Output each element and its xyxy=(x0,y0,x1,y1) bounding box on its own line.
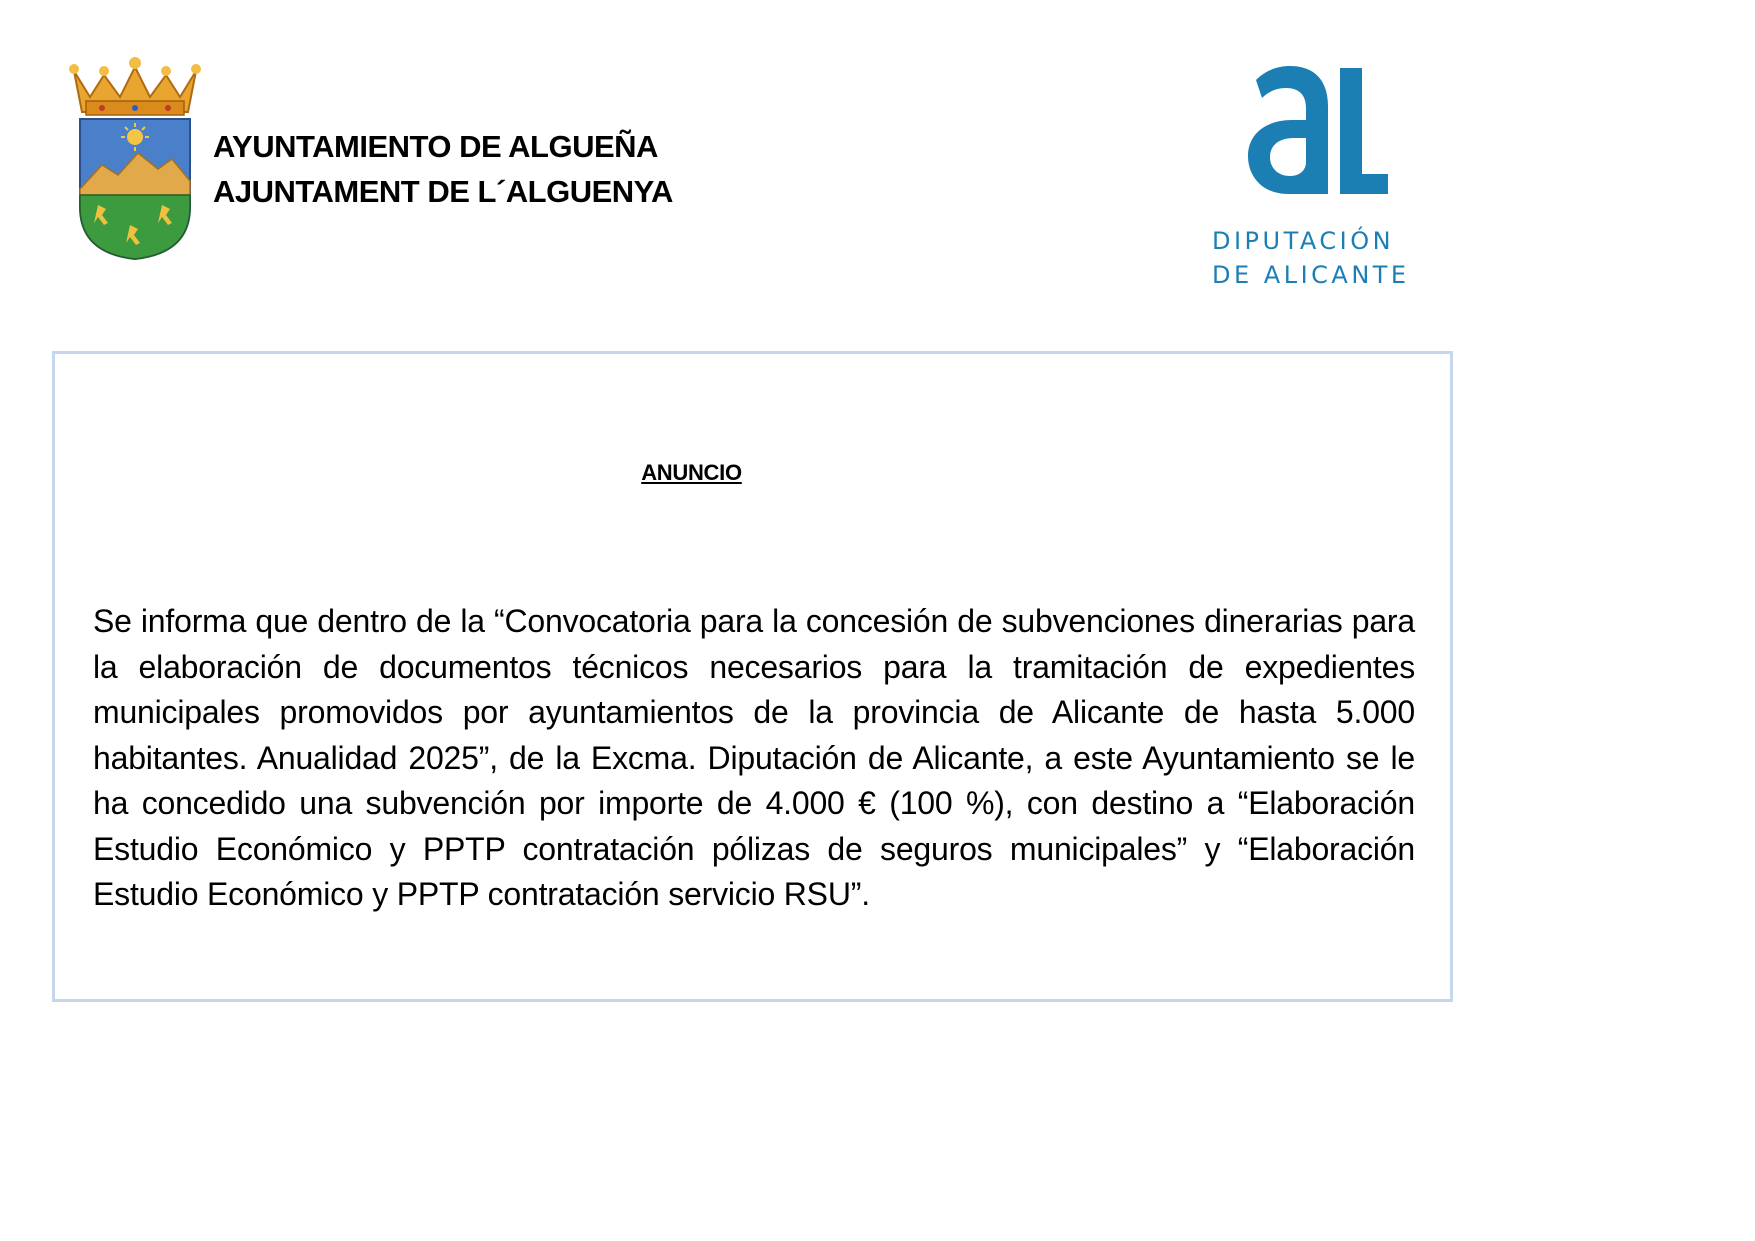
diputacion-al-logo-icon xyxy=(1248,58,1388,198)
municipality-name-va: AJUNTAMENT DE L´ALGUENYA xyxy=(213,174,673,209)
diputacion-logo xyxy=(1212,58,1424,292)
notice-title: ANUNCIO xyxy=(641,460,742,485)
notice-box xyxy=(52,351,1453,1002)
notice-body: Se informa que dentro de la “Convocatoria para la concesión de subvenciones dinerarias para la elaboración de documentos técnicos necesarios para la tramitación de expedientes municipales promovidos por ayuntamientos de la provincia de Alicante de hasta 5.000 habitantes. Anualidad 2025”, de la Excma. Diputación de Alicante, a este Ayuntamiento se le ha concedido una subvención por importe de 4.000 € (100 %), con destino a “Elaboración Estudio Económico y PPTP contratación pólizas de seguros municipales” y “Elaboración Estudio Económico y PPTP contratación servicio RSU”. xyxy=(93,603,1415,912)
diputacion-line2: DE ALICANTE xyxy=(1212,261,1410,289)
diputacion-line1: DIPUTACIÓN xyxy=(1212,227,1395,255)
coat-of-arms-icon xyxy=(68,57,202,261)
municipality-name-es: AYUNTAMIENTO DE ALGUEÑA xyxy=(213,129,658,164)
municipality-names xyxy=(213,124,673,214)
diputacion-text xyxy=(1212,224,1424,292)
